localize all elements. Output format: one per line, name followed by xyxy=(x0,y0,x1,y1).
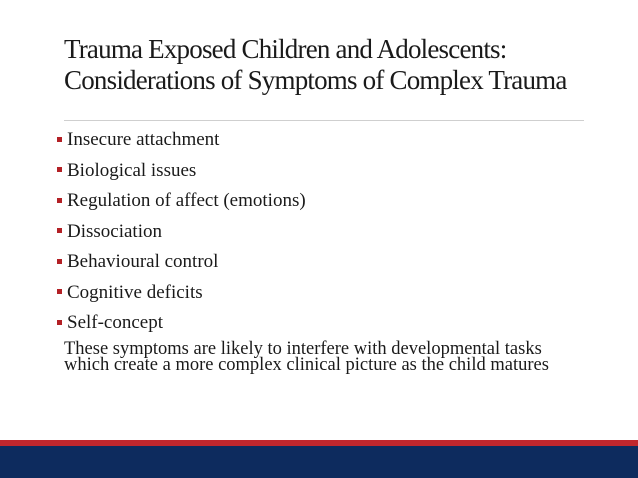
bullet-item xyxy=(56,217,306,248)
bullet-text: Dissociation xyxy=(67,220,162,242)
square-bullet-icon xyxy=(57,320,62,325)
bullet-text: Biological issues xyxy=(67,159,197,181)
bullet-item xyxy=(56,186,306,217)
square-bullet-icon xyxy=(57,228,62,233)
square-bullet-icon xyxy=(57,198,62,203)
square-bullet-icon xyxy=(57,259,62,264)
bullet-item xyxy=(56,308,306,339)
bullet-item xyxy=(56,247,306,278)
summary-note: These symptoms are likely to interfere with developmental tasks which create a more complex clinical picture as the child matures xyxy=(64,339,549,375)
bullet-text: Behavioural control xyxy=(67,251,219,273)
bullet-text: Insecure attachment xyxy=(67,129,220,151)
bullet-item xyxy=(56,125,306,156)
bullet-text: Regulation of affect (emotions) xyxy=(67,190,306,212)
square-bullet-icon xyxy=(57,137,62,142)
bullet-item xyxy=(56,156,306,187)
footer-bar xyxy=(0,446,638,478)
bullet-text: Cognitive deficits xyxy=(67,281,203,303)
bullet-list xyxy=(56,125,306,339)
bullet-item xyxy=(56,278,306,309)
title-divider xyxy=(64,120,584,121)
square-bullet-icon xyxy=(57,167,62,172)
slide-title: Trauma Exposed Children and Adolescents: Considerations of Symptoms of Complex Trauma xyxy=(64,34,567,95)
square-bullet-icon xyxy=(57,289,62,294)
bullet-text: Self-concept xyxy=(67,312,164,334)
